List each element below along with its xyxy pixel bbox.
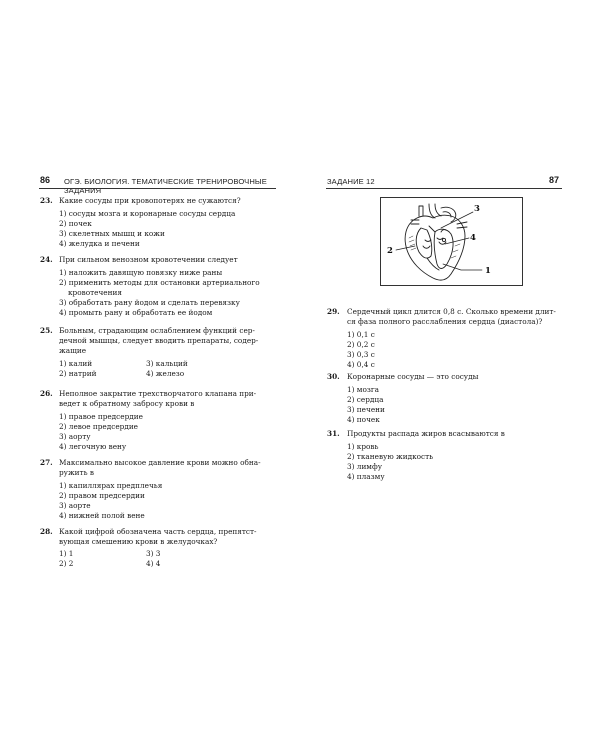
option: 1) мозга [347,385,380,394]
option: 4) почек [347,415,380,424]
option: 4) железо [146,369,185,378]
option: 2) сердца [347,395,384,404]
question-number: 24. [40,255,53,264]
question-number: 31. [327,429,340,438]
option: 2) почек [59,219,92,228]
heart-diagram [380,197,523,286]
option: 4) нижней полой вене [59,511,145,520]
question-text: вующая смешению крови в желудочках? [59,537,218,546]
right-page [300,0,600,750]
question-text: Какой цифрой обозначена часть сердца, препятст- [59,527,257,536]
question-text: ружить в [59,468,94,477]
question-text: ся фаза полного расслабления сердца (диастола)? [347,317,543,326]
option: 1) 0,1 с [347,330,375,339]
option: 3) 3 [146,549,161,558]
question-text: Какие сосуды при кровопотерях не сужаются? [59,196,241,205]
option-continuation: кровотечения [68,288,122,297]
option: 3) кальций [146,359,188,368]
question-text: Сердечный цикл длится 0,8 с. Сколько времени длит- [347,307,556,316]
question-text: жащие [59,346,87,355]
question-number: 29. [327,307,340,316]
figure-label-4: 4 [470,233,476,243]
option: 2) применить методы для остановки артериального [59,278,260,287]
figure-label-2: 2 [387,246,393,256]
option: 4) 0,4 с [347,360,375,369]
option: 4) легочную вену [59,442,127,451]
option: 3) аорту [59,432,91,441]
option: 3) обработать рану йодом и сделать перевязку [59,298,240,307]
question-number: 27. [40,458,53,467]
option: 1) 1 [59,549,74,558]
option: 2) тканевую жидкость [347,452,434,461]
page-number: 87 [549,175,560,185]
option: 2) левое предсердие [59,422,138,431]
option: 1) сосуды мозга и коронарные сосуды сердца [59,209,236,218]
question-text: При сильном венозном кровотечении следует [59,255,238,264]
question-text: Максимально высокое давление крови можно обна- [59,458,261,467]
page-number: 86 [40,175,51,185]
option: 1) калий [59,359,93,368]
question-number: 28. [40,527,53,536]
question-text: дечной мышцы, следует вводить препараты, содер- [59,336,259,345]
question-text: ведет к обратному забросу крови в [59,399,195,408]
option: 3) 0,3 с [347,350,375,359]
question-number: 26. [40,389,53,398]
option: 3) аорте [59,501,91,510]
heart-illustration [381,198,522,285]
option: 2) правом предсердии [59,491,145,500]
option: 2) 0,2 с [347,340,375,349]
option: 1) наложить давящую повязку ниже раны [59,268,223,277]
running-header: ЗАДАНИЕ 12 [327,177,375,186]
question-text: Больным, страдающим ослаблением функций сер- [59,326,255,335]
option: 2) 2 [59,559,74,568]
option: 4) плазму [347,472,385,481]
question-text: Неполное закрытие трехстворчатого клапана при- [59,389,257,398]
figure-label-1: 1 [485,266,491,276]
figure-label-3: 3 [474,204,480,214]
header-rule [39,188,276,189]
option: 4) желудка и печени [59,239,140,248]
question-number: 30. [327,372,340,381]
option: 1) капиллярах предплечья [59,481,163,490]
question-text: Коронарные сосуды — это сосуды [347,372,479,381]
option: 3) скелетных мышц и кожи [59,229,165,238]
option: 2) натрий [59,369,97,378]
question-text: Продукты распада жиров всасываются в [347,429,505,438]
option: 3) печени [347,405,385,414]
header-rule [326,188,562,189]
question-number: 23. [40,196,53,205]
option: 1) правое предсердие [59,412,143,421]
running-header: ОГЭ. БИОЛОГИЯ. ТЕМАТИЧЕСКИЕ ТРЕНИРОВОЧНЫЕ ЗАДАНИЯ [64,177,267,195]
option: 4) 4 [146,559,161,568]
option: 3) лимфу [347,462,382,471]
option: 4) промыть рану и обработать ее йодом [59,308,213,317]
option: 1) кровь [347,442,379,451]
question-number: 25. [40,326,53,335]
